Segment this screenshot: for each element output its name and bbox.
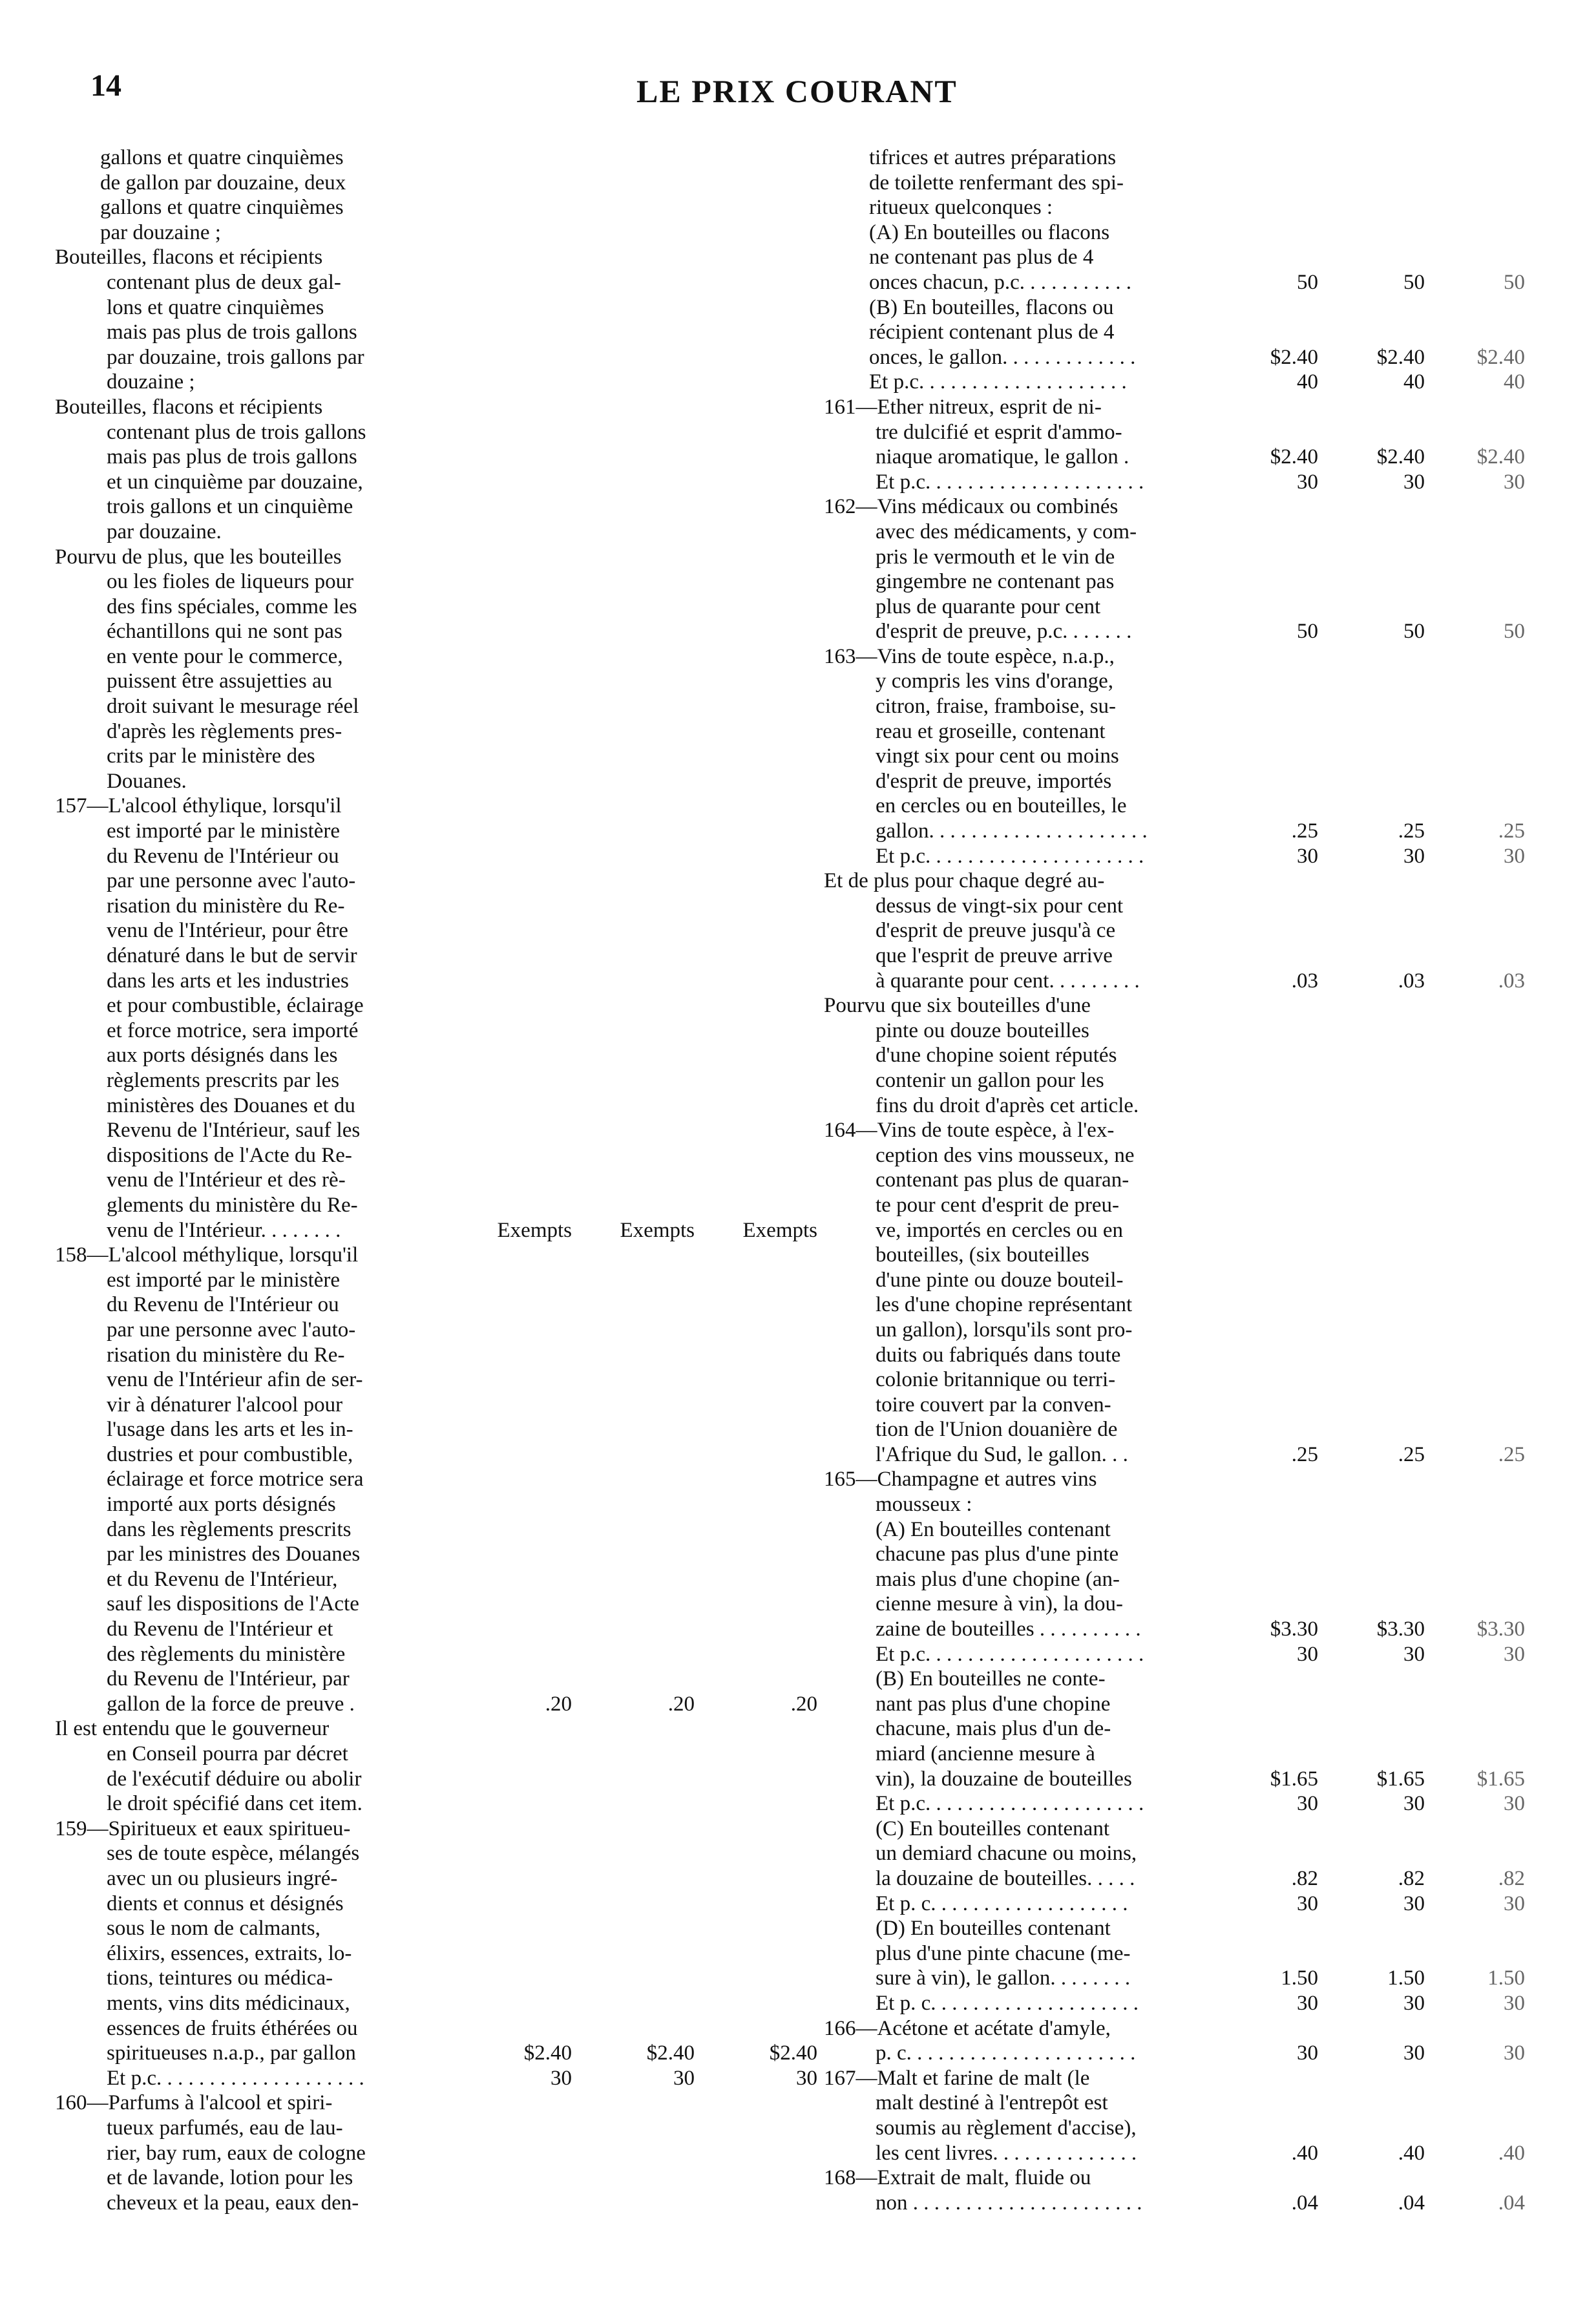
text-line: (D) En bouteilles contenant (876, 1917, 1111, 1941)
rate-value-col-1: $2.40 (1270, 445, 1318, 469)
rate-value-col-1: .20 (545, 1692, 572, 1716)
text-line: mais pas plus de trois gallons (107, 445, 357, 469)
text-line: gallons et quatre cinquièmes (100, 196, 344, 220)
text-line: miard (ancienne mesure à (876, 1742, 1095, 1765)
rate-value-col-3: 30 (1504, 1792, 1525, 1816)
text-line: fins du droit d'après cet article. (876, 1093, 1139, 1117)
rate-value-col-3: 30 (1504, 1891, 1525, 1915)
text-line: en Conseil pourra par décret (107, 1742, 348, 1765)
text-line: 163—Vins de toute espèce, n.a.p., (824, 644, 1115, 668)
text-line: droit suivant le mesurage réel (107, 695, 359, 719)
text-line: ments, vins dits médicinaux, (107, 1991, 350, 2015)
text-line: contenant plus de deux gal- (107, 270, 341, 294)
rate-value-col-2: 30 (1403, 470, 1425, 494)
text-line: contenant plus de trois gallons (107, 420, 366, 444)
text-line: Et p. c. . . . . . . . . . . . . . . . . . . . (876, 1991, 1139, 2015)
text-line: puissent être assujetties au (107, 669, 333, 693)
text-line: nant pas plus d'une chopine (876, 1692, 1111, 1716)
text-line: par douzaine ; (100, 220, 221, 244)
text-line: 159—Spiritueux et eaux spiritueu- (55, 1817, 351, 1840)
rate-value-col-1: .25 (1291, 1442, 1318, 1466)
text-line: 165—Champagne et autres vins (824, 1468, 1097, 1491)
text-line: cienne mesure à vin), la dou- (876, 1592, 1124, 1616)
text-line: Et p.c. . . . . . . . . . . . . . . . . . . . (107, 2066, 364, 2090)
text-line: vin), la douzaine de bouteilles (876, 1767, 1132, 1791)
rate-value-col-1: $1.65 (1270, 1767, 1318, 1791)
text-line: ne contenant pas plus de 4 (869, 246, 1094, 269)
rate-value-col-2: 30 (673, 2066, 695, 2090)
rate-value-col-1: 30 (1297, 1792, 1318, 1816)
rate-value-col-3: .03 (1498, 969, 1525, 993)
left-entry (55, 145, 837, 245)
text-line: du Revenu de l'Intérieur et (107, 1617, 333, 1641)
text-line: venu de l'Intérieur. . . . . . . . (107, 1218, 341, 1242)
rate-value-col-3: 30 (1504, 2041, 1525, 2065)
text-line: mais pas plus de trois gallons (107, 321, 357, 344)
rate-value-col-3: $3.30 (1476, 1617, 1525, 1641)
rate-value-col-1: 50 (1297, 620, 1318, 644)
text-line: onces chacun, p.c. . . . . . . . . . . (869, 270, 1131, 294)
text-line: ses de toute espèce, mélangés (107, 1842, 360, 1866)
rate-value-col-1: .82 (1291, 1867, 1318, 1891)
text-line: vingt six pour cent ou moins (876, 744, 1119, 768)
rate-value-col-2: Exempts (620, 1218, 695, 1242)
text-line: Et p.c. . . . . . . . . . . . . . . . . . . . . (876, 1642, 1144, 1666)
text-line: tions, teintures ou médica- (107, 1966, 333, 1990)
text-line: échantillons qui ne sont pas (107, 620, 342, 644)
rate-value-col-3: 50 (1504, 271, 1525, 294)
text-line: d'esprit de preuve, p.c. . . . . . . (876, 620, 1132, 644)
rate-value-col-2: 30 (1403, 1992, 1425, 2016)
text-line: dients et connus et désignés (107, 1891, 344, 1915)
text-line: par une personne avec l'auto- (107, 869, 356, 893)
text-line: d'esprit de preuve jusqu'à ce (876, 919, 1116, 943)
rate-value-col-2: 30 (1403, 1792, 1425, 1816)
right-entry (824, 2016, 1560, 2066)
text-line: 164—Vins de toute espèce, à l'ex- (824, 1119, 1115, 1143)
text-line: sure à vin), le gallon. . . . . . . . (876, 1966, 1131, 1990)
text-line: 167—Malt et farine de malt (le (824, 2066, 1090, 2090)
rate-value-col-2: .03 (1398, 969, 1425, 993)
right-column (824, 145, 1560, 2215)
left-entry (55, 395, 837, 545)
rate-value-col-3: .25 (1498, 819, 1525, 843)
text-line: est importé par le ministère (107, 819, 341, 843)
rate-value-col-2: 40 (1403, 370, 1425, 394)
text-line: zaine de bouteilles . . . . . . . . . . (876, 1617, 1141, 1641)
text-line: plus d'une pinte chacune (me- (876, 1941, 1131, 1965)
text-line: Bouteilles, flacons et récipients (55, 395, 323, 419)
text-line: cheveux et la peau, eaux den- (107, 2191, 359, 2215)
text-line: l'usage dans les arts et les in- (107, 1418, 353, 1442)
text-line: contenir un gallon pour les (876, 1068, 1104, 1092)
text-line: les cent livres. . . . . . . . . . . . . . (876, 2141, 1137, 2165)
rate-value-col-1: 1.50 (1281, 1966, 1318, 1990)
text-line: soumis au règlement d'accise), (876, 2116, 1137, 2140)
text-line: Et p.c. . . . . . . . . . . . . . . . . . . . . (876, 844, 1144, 868)
text-line: chacune pas plus d'une pinte (876, 1543, 1119, 1566)
rate-value-col-3: .20 (790, 1692, 817, 1716)
text-line: gallon de la force de preuve . (107, 1692, 355, 1716)
text-line: et pour combustible, éclairage (107, 994, 364, 1018)
text-line: avec des médicaments, y com- (876, 520, 1137, 543)
text-line: (C) En bouteilles contenant (876, 1817, 1109, 1840)
rate-value-col-1: .40 (1291, 2141, 1318, 2165)
text-line: glements du ministère du Re- (107, 1193, 358, 1217)
text-line: récipient contenant plus de 4 (869, 321, 1115, 344)
page-number: 14 (90, 68, 121, 103)
text-line: que l'esprit de preuve arrive (876, 944, 1113, 967)
rate-value-col-2: 30 (1403, 1891, 1425, 1915)
text-line: 161—Ether nitreux, esprit de ni- (824, 395, 1102, 419)
text-line: les d'une chopine représentant (876, 1293, 1133, 1317)
text-line: douzaine ; (107, 370, 195, 394)
text-line: éclairage et force motrice sera (107, 1468, 364, 1491)
rate-value-col-2: 50 (1403, 271, 1425, 294)
rate-value-col-2: $2.40 (1376, 345, 1425, 369)
left-entry (55, 794, 837, 1243)
rate-value-col-2: 1.50 (1387, 1966, 1425, 1990)
rate-value-col-1: .03 (1291, 969, 1318, 993)
rate-value-col-2: .20 (667, 1692, 695, 1716)
text-line: duits ou fabriqués dans toute (876, 1343, 1121, 1367)
text-line: Et de plus pour chaque degré au- (824, 869, 1105, 893)
rate-value-col-3: $2.40 (1476, 445, 1525, 469)
text-line: risation du ministère du Re- (107, 1343, 345, 1367)
rate-value-col-1: .25 (1291, 819, 1318, 843)
text-line: contenant pas plus de quaran- (876, 1168, 1129, 1192)
text-line: y compris les vins d'orange, (876, 669, 1113, 693)
rate-value-col-1: 30 (1297, 1891, 1318, 1915)
text-line: ception des vins mousseux, ne (876, 1143, 1135, 1167)
rate-value-col-2: $3.30 (1376, 1617, 1425, 1641)
page-title: LE PRIX COURANT (636, 73, 958, 109)
text-line: venu de l'Intérieur et des rè- (107, 1168, 346, 1192)
rate-value-col-1: 30 (1297, 1642, 1318, 1666)
text-line: (B) En bouteilles, flacons ou (869, 295, 1114, 319)
text-line: citron, fraise, framboise, su- (876, 695, 1117, 719)
text-line: crits par le ministère des (107, 744, 315, 768)
text-line: dessus de vingt-six pour cent (876, 894, 1124, 918)
text-line: ministères des Douanes et du (107, 1093, 355, 1117)
text-line: pris le vermouth et le vin de (876, 545, 1115, 569)
text-line: tueux parfumés, eau de lau- (107, 2116, 343, 2140)
rate-value-col-1: $2.40 (1270, 345, 1318, 369)
text-line: dans les arts et les industries (107, 969, 349, 993)
rate-value-col-3: 30 (1504, 470, 1525, 494)
rate-value-col-1: 40 (1297, 370, 1318, 394)
text-line: du Revenu de l'Intérieur, par (107, 1667, 350, 1691)
text-line: Douanes. (107, 769, 187, 793)
rate-value-col-3: 30 (1504, 844, 1525, 868)
text-line: 158—L'alcool méthylique, lorsqu'il (55, 1243, 359, 1267)
rate-value-col-3: .40 (1498, 2141, 1525, 2165)
rate-value-col-2: .82 (1398, 1867, 1425, 1891)
rate-value-col-1: $3.30 (1270, 1617, 1318, 1641)
text-line: importé aux ports désignés (107, 1493, 336, 1517)
rate-value-col-3: .82 (1498, 1867, 1525, 1891)
rate-value-col-1: Exempts (497, 1218, 572, 1242)
text-line: toire couvert par la conven- (876, 1393, 1111, 1417)
text-line: colonie britannique ou terri- (876, 1368, 1116, 1392)
text-line: ve, importés en cercles ou en (876, 1218, 1124, 1242)
right-entry (824, 2165, 1560, 2215)
right-entry (824, 1467, 1560, 2016)
text-line: 166—Acétone et acétate d'amyle, (824, 2016, 1111, 2040)
text-line: ou les fioles de liqueurs pour (107, 570, 354, 594)
rate-value-col-2: 30 (1403, 844, 1425, 868)
text-line: du Revenu de l'Intérieur ou (107, 1293, 339, 1317)
text-line: et un cinquième par douzaine, (107, 470, 363, 494)
text-line: 162—Vins médicaux ou combinés (824, 495, 1118, 519)
text-line: le droit spécifié dans cet item. (107, 1792, 362, 1816)
rate-value-col-1: 30 (1297, 2041, 1318, 2065)
text-line: plus de quarante pour cent (876, 595, 1101, 618)
text-line: et de lavande, lotion pour les (107, 2166, 353, 2190)
left-entry (55, 245, 837, 395)
text-line: du Revenu de l'Intérieur ou (107, 844, 339, 868)
text-line: par les ministres des Douanes (107, 1543, 361, 1566)
text-line: trois gallons et un cinquième (107, 495, 353, 519)
text-line: essences de fruits éthérées ou (107, 2016, 358, 2040)
text-line: un gallon), lorsqu'ils sont pro- (876, 1318, 1133, 1342)
text-line: Et p.c. . . . . . . . . . . . . . . . . . . . . (876, 470, 1144, 494)
rate-value-col-1: 30 (1297, 844, 1318, 868)
text-line: reau et groseille, contenant (876, 719, 1106, 743)
text-line: par douzaine, trois gallons par (107, 345, 364, 369)
text-line: venu de l'Intérieur, pour être (107, 919, 348, 943)
text-line: gallon. . . . . . . . . . . . . . . . . . . . . (876, 819, 1148, 843)
text-line: Bouteilles, flacons et récipients (55, 246, 323, 269)
text-line: d'une chopine soient réputés (876, 1044, 1117, 1068)
text-line: non . . . . . . . . . . . . . . . . . . . . . . (876, 2191, 1142, 2215)
text-line: des règlements du ministère (107, 1642, 346, 1666)
text-line: mousseux : (876, 1493, 972, 1517)
text-line: est importé par le ministère (107, 1268, 341, 1292)
rate-value-col-3: 50 (1504, 620, 1525, 644)
rate-value-col-1: 50 (1297, 271, 1318, 294)
rate-value-col-1: 30 (1297, 470, 1318, 494)
rate-value-col-3: 30 (1504, 1642, 1525, 1666)
text-line: règlements prescrits par les (107, 1068, 340, 1092)
text-line: gingembre ne contenant pas (876, 570, 1115, 594)
rate-value-col-1: 30 (551, 2066, 572, 2090)
text-line: avec un ou plusieurs ingré- (107, 1866, 338, 1890)
text-line: tifrices et autres préparations (869, 146, 1117, 169)
rate-value-col-1: 30 (1297, 1992, 1318, 2016)
text-line: de l'exécutif déduire ou abolir (107, 1767, 362, 1791)
text-line: bouteilles, (six bouteilles (876, 1243, 1089, 1267)
rate-value-col-2: $2.40 (1376, 445, 1425, 469)
text-line: gallons et quatre cinquièmes (100, 146, 344, 169)
text-line: à quarante pour cent. . . . . . . . . (876, 969, 1140, 993)
right-entry (824, 993, 1560, 1118)
right-entry (824, 869, 1560, 993)
text-line: ritueux quelconques : (869, 196, 1053, 220)
text-line: élixirs, essences, extraits, lo- (107, 1941, 352, 1965)
text-line: de gallon par douzaine, deux (100, 171, 346, 195)
right-entry (824, 2066, 1560, 2165)
left-entry (55, 1817, 837, 2091)
text-line: vir à dénaturer l'alcool pour (107, 1393, 343, 1417)
text-line: lons et quatre cinquièmes (107, 295, 324, 319)
right-entry (824, 145, 1560, 395)
rate-value-col-3: $1.65 (1476, 1767, 1525, 1791)
text-line: de toilette renfermant des spi- (869, 171, 1124, 195)
text-line: 160—Parfums à l'alcool et spiri- (55, 2091, 333, 2115)
left-entry (55, 1716, 837, 1816)
text-line: d'après les règlements pres- (107, 719, 342, 743)
text-line: pinte ou douze bouteilles (876, 1018, 1089, 1042)
rate-value-col-3: 40 (1504, 370, 1525, 394)
text-line: dénaturé dans le but de servir (107, 944, 357, 967)
text-line: la douzaine de bouteilles. . . . . (876, 1866, 1135, 1890)
right-entry (824, 494, 1560, 644)
rate-value-col-2: $2.40 (646, 2041, 695, 2065)
text-line: et du Revenu de l'Intérieur, (107, 1567, 338, 1591)
rate-value-col-1: .04 (1291, 2191, 1318, 2215)
text-line: mais plus d'une chopine (an- (876, 1567, 1120, 1591)
rate-value-col-3: 1.50 (1487, 1966, 1525, 1990)
text-line: aux ports désignés dans les (107, 1044, 338, 1068)
text-line: venu de l'Intérieur afin de ser- (107, 1368, 363, 1392)
text-line: 157—L'alcool éthylique, lorsqu'il (55, 794, 342, 818)
left-column (55, 145, 837, 2215)
text-line: Revenu de l'Intérieur, sauf les (107, 1119, 361, 1143)
rate-value-col-2: .04 (1398, 2191, 1425, 2215)
text-line: te pour cent d'esprit de preu- (876, 1193, 1120, 1217)
rate-value-col-2: $1.65 (1376, 1767, 1425, 1791)
rate-value-col-3: $2.40 (769, 2041, 817, 2065)
text-line: d'esprit de preuve, importés (876, 769, 1112, 793)
text-line: (B) En bouteilles ne conte- (876, 1667, 1106, 1691)
text-line: Et p.c. . . . . . . . . . . . . . . . . . . . (869, 370, 1127, 394)
text-line: (A) En bouteilles contenant (876, 1517, 1111, 1541)
text-line: d'une pinte ou douze bouteil- (876, 1268, 1124, 1292)
text-line: sauf les dispositions de l'Acte (107, 1592, 359, 1616)
text-line: et force motrice, sera importé (107, 1018, 359, 1042)
rate-value-col-3: .25 (1498, 1442, 1525, 1466)
rate-value-col-3: .04 (1498, 2191, 1525, 2215)
text-line: Et p. c. . . . . . . . . . . . . . . . . . . (876, 1891, 1128, 1915)
text-line: tion de l'Union douanière de (876, 1418, 1118, 1442)
text-line: un demiard chacune ou moins, (876, 1842, 1137, 1866)
text-line: onces, le gallon. . . . . . . . . . . . . (869, 345, 1136, 369)
text-line: rier, bay rum, eaux de cologne (107, 2141, 366, 2165)
text-line: spiritueuses n.a.p., par gallon (107, 2041, 356, 2065)
text-line: dispositions de l'Acte du Re- (107, 1143, 352, 1167)
rate-value-col-2: .40 (1398, 2141, 1425, 2165)
text-line: chacune, mais plus d'un de- (876, 1717, 1111, 1741)
text-line: Pourvu de plus, que les bouteilles (55, 545, 342, 569)
text-line: dans les règlements prescrits (107, 1517, 352, 1541)
text-line: des fins spéciales, comme les (107, 595, 357, 618)
text-line: Pourvu que six bouteilles d'une (824, 994, 1091, 1018)
text-line: risation du ministère du Re- (107, 894, 345, 918)
rate-value-col-2: .25 (1398, 819, 1425, 843)
rate-value-col-3: 30 (1504, 1992, 1525, 2016)
right-entry (824, 395, 1560, 494)
text-line: par une personne avec l'auto- (107, 1318, 356, 1342)
rate-value-col-2: 30 (1403, 1642, 1425, 1666)
text-line: en cercles ou en bouteilles, le (876, 794, 1127, 818)
left-entry (55, 1243, 837, 1716)
rate-value-col-2: 30 (1403, 2041, 1425, 2065)
rate-value-col-3: $2.40 (1476, 345, 1525, 369)
text-line: en vente pour le commerce, (107, 644, 343, 668)
left-entry (55, 545, 837, 794)
rate-value-col-1: $2.40 (523, 2041, 572, 2065)
rate-value-col-3: Exempts (742, 1218, 817, 1242)
right-entry (824, 644, 1560, 869)
text-line: dustries et pour combustible, (107, 1442, 353, 1466)
text-line: tre dulcifié et esprit d'ammo- (876, 420, 1122, 444)
text-line: l'Afrique du Sud, le gallon. . . (876, 1442, 1128, 1466)
text-line: malt destiné à l'entrepôt est (876, 2091, 1108, 2115)
rate-value-col-2: .25 (1398, 1442, 1425, 1466)
text-line: (A) En bouteilles ou flacons (869, 220, 1110, 244)
right-entry (824, 1118, 1560, 1467)
text-line: Il est entendu que le gouverneur (55, 1717, 330, 1741)
text-line: Et p.c. . . . . . . . . . . . . . . . . . . . . (876, 1792, 1144, 1816)
text-line: 168—Extrait de malt, fluide ou (824, 2166, 1091, 2190)
text-line: sous le nom de calmants, (107, 1917, 320, 1941)
rate-value-col-2: 50 (1403, 620, 1425, 644)
rate-value-col-3: 30 (796, 2066, 817, 2090)
text-line: p. c. . . . . . . . . . . . . . . . . . . . . . (876, 2041, 1136, 2065)
text-line: par douzaine. (107, 520, 222, 543)
text-line: niaque aromatique, le gallon . (876, 445, 1129, 469)
left-entry (55, 2091, 837, 2215)
